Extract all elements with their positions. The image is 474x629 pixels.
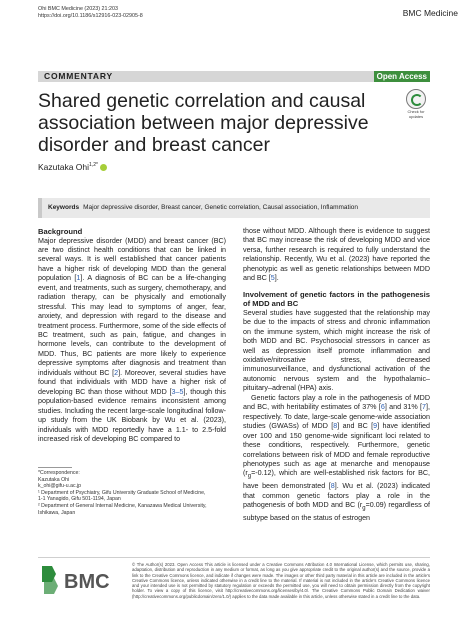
article-type-label: COMMENTARY [44, 71, 113, 81]
citation-link[interactable]: 9 [373, 422, 378, 431]
open-access-badge: Open Access [374, 71, 430, 82]
divider [38, 467, 72, 468]
affiliation-1: ¹ Department of Psychiatry, Gifu University Graduate School of Medicine, [38, 489, 206, 496]
correspondence-name: Kazutaka Ohi [38, 476, 70, 483]
correspondence-label: *Correspondence: [38, 470, 80, 476]
keywords-text: Major depressive disorder, Breast cancer, Genetic correlation, Causal association, Inflammation [83, 204, 359, 211]
citation-link[interactable]: 8 [330, 482, 335, 491]
author-affiliation-marks: 1,2* [89, 162, 98, 169]
bmc-logo-text: BMC [64, 571, 110, 593]
citation-link[interactable]: 1 [76, 274, 81, 283]
affiliation-1-address: 1-1 Yanagido, Gifu 501-1194, Japan [38, 496, 121, 503]
paragraph: Genetic factors play a role in the pathogenesis of MDD and BC, with heritability estimates of 37% [6] and 31% [7], respectively. To date, large-scale genome-wide association studies (GWASs) of MDD [8] and BC [9] have identified over 100 and 150 genome-wide significant loci related to these conditions, respectively. Furthermore, genetic correlations between risk of MDD and female reproductive phenotypes such as age at menarche and menopause $(r_g=-0.12)$, which are well-established risk factors for BC, have been demonstrated [8]. Wu et al. (2023) indicated that common genetic factors play a role in the pathogenesis of both MDD and BC $(r_g=0.09)$ regardless of subtype based on the status of estrogen [243, 393, 430, 523]
journal-name: BMC Medicine [402, 8, 458, 18]
doi-link[interactable]: https://doi.org/10.1186/s12916-023-02905-8 [38, 13, 143, 19]
correspondence-email[interactable]: k_ohi@gifu-u.ac.jp [38, 483, 82, 490]
right-column [243, 227, 430, 524]
logo-shape [44, 578, 58, 594]
affiliation-2-address: Ishikawa, Japan [38, 509, 76, 516]
citation-line: Ohi BMC Medicine (2023) 21:203 [38, 6, 119, 12]
paragraph: those without MDD. Although there is evidence to suggest that BC may increase the risk of developing MDD and vice versa, further research is required to fully understand the relationship. Recently, Wu et al. (2023) have reported the phenotypic as well as genetic relationships between MDD and BC [5]. [243, 227, 430, 283]
bmc-logo [40, 562, 122, 596]
article-title: Shared genetic correlation and causal association between major depressive disorder and breast cancer [38, 90, 369, 156]
footer-rule [38, 557, 430, 558]
section-heading-background: Background [38, 227, 83, 236]
citation-link[interactable]: 2 [114, 368, 119, 377]
paragraph: Major depressive disorder (MDD) and breast cancer (BC) are two distinct health conditions that can be linked in several ways. It is well established that cancer patients have a higher risk of developing MDD than the general population [1]. A diagnosis of BC can be a life-changing event, and treatments, such as surgery, chemotherapy, and radiation therapy, can be physically and emotionally stressful. This may lead to symptoms of anger, fear, anxiety, and depression with regard to the disease and treatment process. Furthermore, some of the side effects of BC treatment, such as pain, fatigue, and changes in hormone levels, can contribute to the development of MDD. Thus, BC patients are more likely to experience depressive symptoms after diagnosis and treatment than individuals without BC [2]. Moreover, several studies have found that individuals with MDD have a higher risk of developing BC than those without MDD [3–5], though this population-based evidence remains inconsistent among studies. Including the recent large-scale longitudinal follow-up study from the UK Biobank by Wu et al. (2023), individuals with MDD reportedly have a 1.1- to 2.5-fold increased risk of developing BC compared to [38, 236, 227, 444]
check-updates-icon [406, 89, 426, 109]
author-name: Kazutaka Ohi [38, 162, 90, 172]
author-line [38, 162, 107, 172]
correspondence-block [38, 467, 226, 516]
left-column [38, 227, 226, 444]
check-updates-label: Check for updates [407, 109, 425, 119]
keywords-line [48, 198, 358, 218]
citation-link[interactable]: 3–5 [171, 387, 184, 396]
citation-link[interactable]: 8 [333, 422, 338, 431]
paragraph: Several studies have suggested that the relationship may be due to the impacts of stress and chronic inflammation on the immune system, which might increase the risk of both MDD and BC. Psychosocial stressors in cancer as well as depression itself promote inflammation and oxidative/nitrosative stress, decreased immunosurveillance, and dysfunctional activation of the autonomic nervous system and the hypothalamic–pituitary–adrenal (HPA) axis. [243, 308, 430, 393]
citation-link[interactable]: 7 [422, 403, 427, 412]
affiliation-2: ² Department of General Internal Medicine, Kanazawa Medical University, [38, 502, 207, 509]
orcid-icon[interactable] [100, 164, 107, 171]
section-heading-genetic-factors: Involvement of genetic factors in the pathogenesis of MDD and BC [243, 289, 430, 309]
citation-link[interactable]: 6 [380, 403, 385, 412]
citation-link[interactable]: 5 [270, 274, 275, 283]
license-text: © The Author(s) 2023. Open Access This article is licensed under a Creative Commons Attribution 4.0 International License, which permits use, sharing, adaptation, distribution and reproduction in any medium or format, as long as you give appropriate credit to the original author(s) and the source, provide a link to the Creative Commons licence, and indicate if changes were made. The images or other third party material in this article are included in the article's Creative Commons licence, unless indicated otherwise in a credit line to the material. If material is not included in the article's Creative Commons licence and your intended use is not permitted by statutory regulation or exceeds the permitted use, you will need to obtain permission directly from the copyright holder. To view a copy of this licence, visit http://creativecommons.org/licenses/by/4.0/. The Creative Commons Public Domain Dedication waiver (http://creativecommons.org/publicdomain/zero/1.0/) applies to the data made available in this article, unless otherwise stated in a credit line to the data. [132, 562, 430, 599]
keywords-label: Keywords [48, 204, 80, 211]
check-for-updates[interactable] [402, 89, 430, 119]
article-meta [38, 6, 143, 20]
